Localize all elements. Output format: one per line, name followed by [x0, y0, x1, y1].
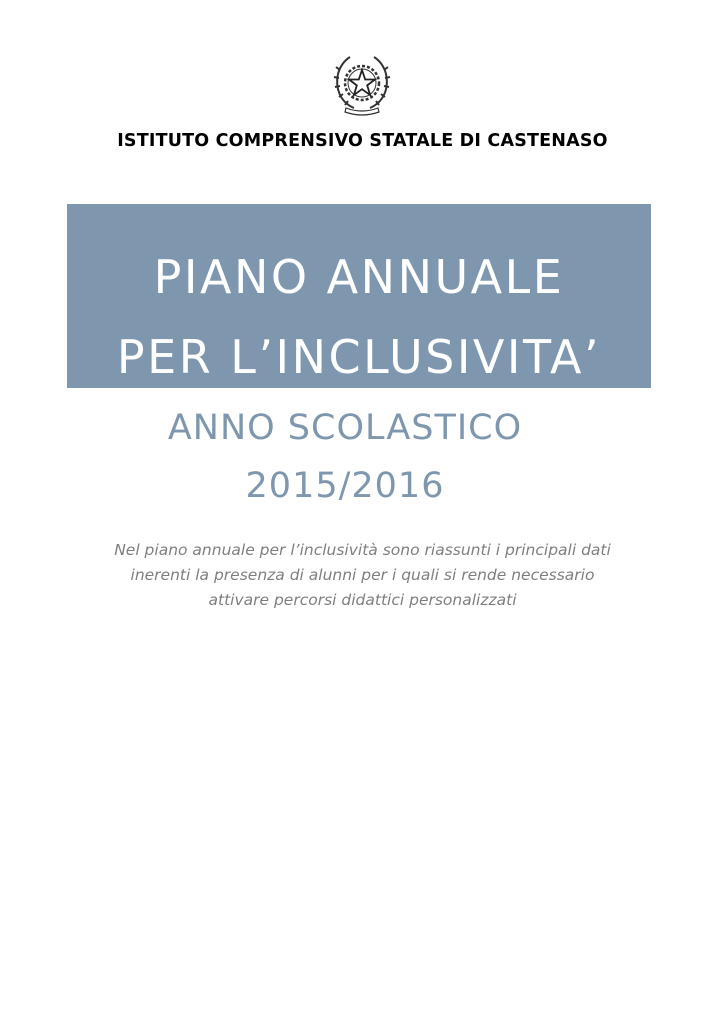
italian-republic-emblem-icon — [332, 50, 392, 116]
description-paragraph — [60, 538, 665, 613]
institute-name: ISTITUTO COMPRENSIVO STATALE DI CASTENASO — [117, 131, 608, 151]
document-title-line-1: PIANO ANNUALE — [153, 250, 565, 304]
description-line-1: Nel piano annuale per l’inclusività sono riassunti i principali dati — [114, 541, 611, 559]
description-line-3: attivare percorsi didattici personalizzati — [208, 591, 517, 609]
school-year-value: 2015/2016 — [245, 466, 445, 506]
document-title-line-2: PER L’INCLUSIVITA’ — [116, 330, 602, 384]
school-year-label: ANNO SCOLASTICO — [167, 408, 523, 448]
description-line-2: inerenti la presenza di alunni per i quali si rende necessario — [130, 566, 595, 584]
